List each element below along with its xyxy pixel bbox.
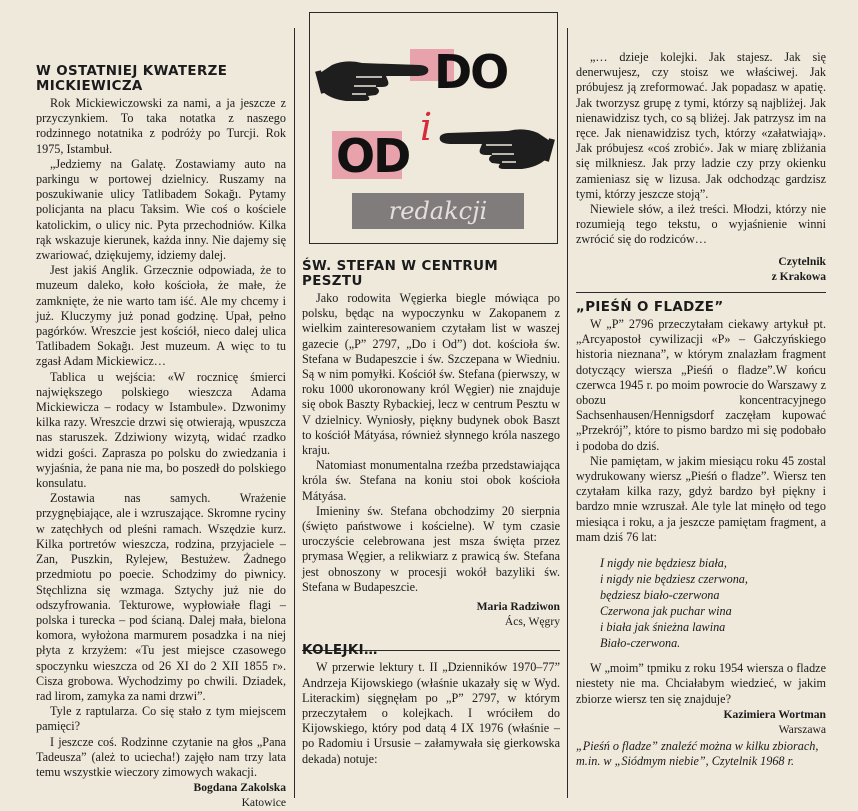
article4-location: Warszawa <box>778 722 826 736</box>
article2-paragraph: Jako rodowita Węgierka biegle mówiąca po polsku, będąc na wypoczynku w Zakopanem z wielkim zainteresowaniem czytałam list w waszej gazecie („P” 2797, „Do i Od”) dot. kościoła św. Stefana w Budapeszcie i św. Szczepana w Wiedniu. Są w nim pomyłki. Kościół św. Stefana (pierwszy, w roku 1000 ukoronowany król Węgier) nie znajduje się obok Baszty Rybackiej, lecz w centrum Pesztu w V dzielnicy. Wyniosły, piękny budynek obok Baszt to kościół Mátyása, również słynnego króla naszego kraju. <box>302 291 560 458</box>
article1-paragraph: I jeszcze coś. Rodzinne czytanie na głos „Pana Tadeusza” (ależ to uciecha!) zajęło nam trzy lata temu wszystkie wieczory zimowych wakacji. <box>36 734 286 779</box>
article1-paragraph: Tyle z raptularza. Co się stało z tym miejscem pamięci? <box>36 704 286 734</box>
article1-paragraph: Zostawia nas samych. Wrażenie przygnębiające, ale i wzruszające. Skromne ryciny w zatęchłych od pleśni ramach. Wszędzie kurz. Kilka portretów wieszcza, rodzina, przyjaciele – Zan, Puszkin, Rylejew, Bestużew. Żadnego przedmiotu po poecie. Schodzimy do piwnicy. Stęchlizna się wzmaga. Sztychy już nie do odszyfrowania. Tekturowe, wypłowiałe flagi – polska i turecka – pod ścianą. Dalej mała, bielona komora, wyłożona marmurem posadzka i na niej płyta z krzyżem: «Tu jest miejsce czasowego spoczynku wieszcza od 26 XI do 2 XII 1855 r». Cisza grobowa. Wychodzimy po chwili. Dziadek, rad lirom, zamyka za nami drzwi”. <box>36 491 286 703</box>
article4-signature: Kazimiera Wortman <box>723 707 826 721</box>
article3-continued-paragraph: „… dzieje kolejki. Jak stajesz. Jak się denerwujesz, czy stoisz we właściwej. Jak próbujesz ją zreformować. Jak popadasz w apatię. Jak tworzysz grupę z tymi, którzy są najbliżej. Jak nienawidzisz tych, co są bliżej. Jak patrzysz im na ręce. Jak nienawidzisz tych, którzy «załatwiają». Jak próbujesz «coś zrobić». Jak w miarę zbliżania się milkniesz. Jak przy ladzie czy przy okienku zamieniasz się w lizusa. Jak odchodząc gardzisz tymi, którzy jeszcze stoją”. <box>576 50 826 201</box>
poem-line: będziesz biało-czerwona <box>600 588 720 603</box>
pointing-hand-right-icon <box>316 53 434 105</box>
poem-line: Czerwona jak puchar wina <box>600 604 732 619</box>
column-right <box>576 50 826 769</box>
article1-paragraph: Tablica u wejścia: «W rocznicę śmierci największego polskiego wieszcza Adama Mickiewicza – rodacy w Istambule». Dzwonimy kilka razy. Wreszcie drzwi się otwierają, wpuszcza nas staruszek. Zdziwiony wizytą, widać rzadko widzi gości. Zaprasza po polsku do zwiedzania i wyjaśnia, że pana nie ma, bo poszedł do polskiego konsulatu. <box>36 369 286 491</box>
article4-paragraph: W „moim” tpmiku z roku 1954 wiersza o fladze niestety nie ma. Chciałabym wiedzieć, w jakim zbiorze wiersz ten się znajduje? <box>576 661 826 706</box>
masthead-letter-i: i <box>420 105 433 149</box>
article1-paragraph: „Jedziemy na Galatę. Zostawiamy auto na parkingu w portowej dzielnicy. Ruszamy na poszukiwanie ulicy Tatlibadem Sokağı. Pytamy policjanta na placu Taksim. Wie coś o kościele katolickim, o ulicy nic. Pyta przechodniów. Kilka rąk wskazuje kierunek, każda inny. Nie dajemy się zwariować, dziękujemy, idziemy dalej. <box>36 156 286 263</box>
article3-paragraph: W przerwie lektury t. II „Dzienników 1970–77” Andrzeja Kijowskiego (właśnie ukazały się w Wyd. Literackim) sięgnęłam po „P” 2797, w którym przeczytałem o kolejkach. I wróciłem do Kijowskiego, który pod datą 4 IX 1976 (właśnie – po Radomiu i Ursusie – załamywała się gierkowska dekada) notuje: <box>302 660 560 766</box>
poem-line: Biało-czerwona. <box>600 636 681 651</box>
article4-paragraph: W „P” 2796 przeczytałam ciekawy artykuł pt. „Arcyapostoł cywilizacji «P» – Gałczyńskiego historia nieznana”, w którym znalazłam fragment dotyczący wiersza „Pieśń o fladze”.W końcu czerwca 1945 r. po moim powrocie do Warszawy z obozu koncentracyjnego Sachsenhausen/Hennigsdorf zaczęłam kupować „Przekrój”, które to pismo bardzo mi się podobało i podoba do dziś. <box>576 317 826 453</box>
article1-paragraph: Rok Mickiewiczowski za nami, a ja jeszcze z przyczynkiem. To taka notatka z naszego rodzinnego notatnika z podróży po Turcji. Rok 1975, Istambuł. <box>36 96 286 156</box>
editorial-note: „Pieśń o fladze” znaleźć można w kilku zbiorach, m.in. w „Siódmym niebie”, Czytelnik 1968 r. <box>576 739 819 769</box>
poem-line: I nigdy nie będziesz biała, <box>600 556 727 571</box>
article1-signature: Bogdana Zakolska <box>193 781 286 795</box>
article4-paragraph: Nie pamiętam, w jakim miesiącu roku 45 zostal wydrukowany wiersz „Pieśń o fladze”. Wiersz ten czytałam kilka razy, gdyż bardzo był piękny i bardzo mnie wzruszał. Ale tyle lat minęło od tego miesiąca i roku, a ja jeszcze pamiętam fragment, a mam dziś 76 lat: <box>576 453 826 544</box>
column-rule-left <box>294 28 295 798</box>
article4-poem <box>600 555 826 651</box>
poem-line: i nigdy nie będziesz czerwona, <box>600 572 748 587</box>
masthead-banner: redakcji <box>352 193 524 229</box>
article1-title: W OSTATNIEJ KWATERZE MICKIEWICZA <box>36 64 228 94</box>
article3-location: z Krakowa <box>771 269 826 283</box>
article2-location: Ács, Węgry <box>504 615 560 629</box>
column-rule-right <box>567 28 568 798</box>
article2-title: ŚW. STEFAN W CENTRUM PESZTU <box>302 259 499 289</box>
masthead-do-i-od <box>309 12 558 244</box>
article3-signature: Czytelnik <box>778 254 826 268</box>
article4-title: „PIEŚŃ O FLADZE” <box>576 300 724 316</box>
article2-signature: Maria Radziwon <box>476 600 560 614</box>
column-middle <box>302 259 560 767</box>
column-left <box>36 64 286 811</box>
article1-paragraph: Jest jakiś Anglik. Grzecznie odpowiada, że to muzeum daleko, koło kościoła, że małe, że zamknięte, że nie warto tam iść. Ale my chcemy i już. Kluczymy już ponad godzinę. Upał, pełno pagórków. Wreszcie jest kościół, nieco dalej ulica Tatlibadem Sokağı. Jest muzeum. A więc to tu zgasł Adam Mickiewicz… <box>36 263 286 369</box>
masthead-word-do: DO <box>434 45 508 99</box>
article1-location: Katowice <box>241 796 286 810</box>
article2-paragraph: Natomiast monumentalna rzeźba przedstawiająca króla św. Stefana na koniu stoi obok kościoła Mátyása. <box>302 458 560 503</box>
article3-title: KOLEJKI… <box>302 643 378 659</box>
poem-line: i biała jak śnieżna lawina <box>600 620 726 635</box>
masthead-word-od: OD <box>336 129 410 183</box>
pointing-hand-left-icon <box>432 119 554 173</box>
article3-continued-paragraph: Niewiele słów, a ileż treści. Młodzi, którzy nie rozumieją tego tekstu, o wyjaśnienie winni zwrócić się do rodziców… <box>576 202 826 247</box>
article2-paragraph: Imieniny św. Stefana obchodzimy 20 sierpnia (święto państwowe i kościelne). W tym czasie uroczyście celebrowana jest msza święta przez prymasa Węgier, a relikwiarz z prawicą św. Stefana jest obnoszony w procesji wokół bazyliki św. Stefana w Budapeszcie. <box>302 503 560 594</box>
